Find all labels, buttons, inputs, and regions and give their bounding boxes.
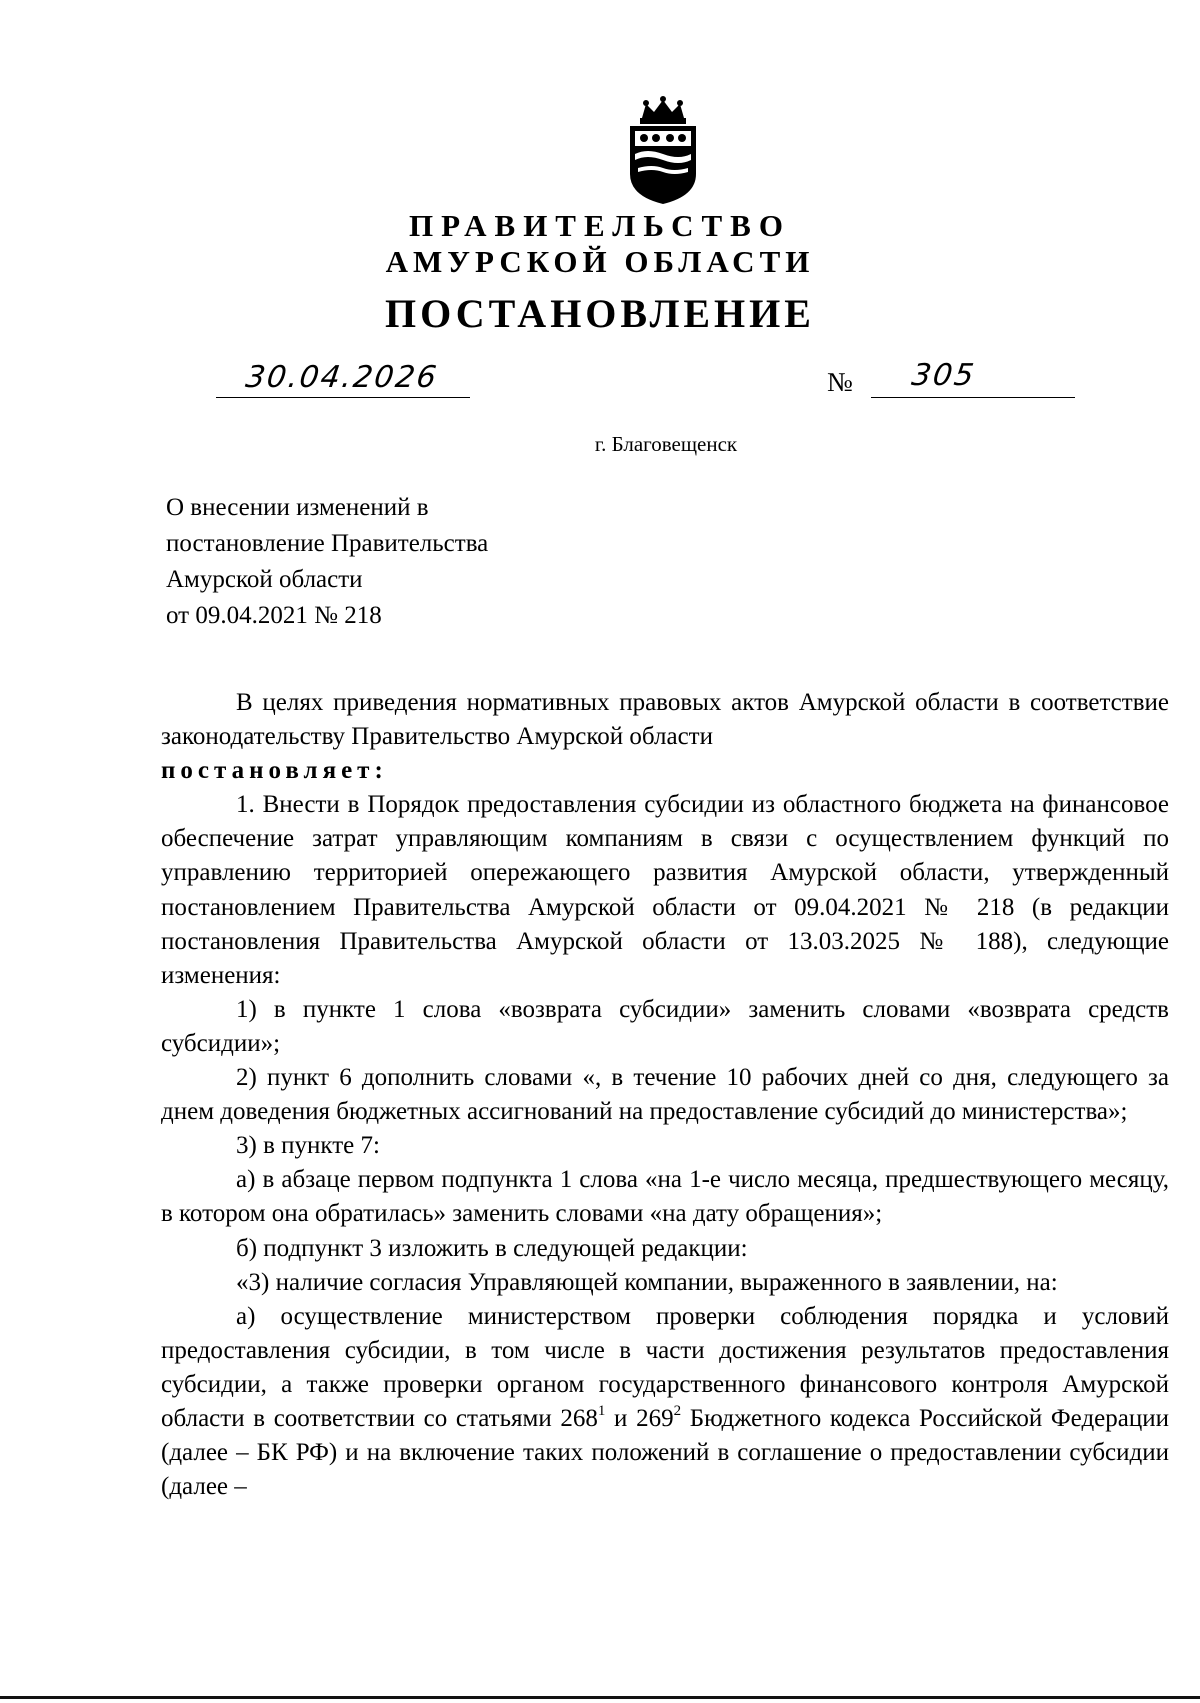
quote-3a-text: Бюджетного кодекса Российской Федерации (далее – БК РФ) и на включение таких положений в соглашение о предоставлении субсидии (далее – [161, 1404, 1169, 1501]
quote-3a-text: а) осуществление министерством проверки соблюдения порядка и условий предоставления субсидии, в том числе в части достижения результатов предоставления субсидии, а также проверки органом государственного финансового контроля Амурской области в соответствии со статьями 268 [161, 1302, 1169, 1432]
document-body [161, 686, 1169, 1504]
document-type-title: ПОСТАНОВЛЕНИЕ [385, 291, 815, 336]
document-number: 305 [909, 358, 978, 393]
subject-line: постановление Правительства [166, 530, 489, 557]
item-1-3b-paragraph: б) подпункт 3 изложить в следующей редакции: [236, 1234, 748, 1262]
article-superscript: 1 [597, 1402, 606, 1419]
quote-3a-text: и 269 [605, 1404, 674, 1432]
preamble-paragraph: В целях приведения нормативных правовых актов Амурской области в соответствие законодательству Правительство Амурской области [161, 689, 1169, 751]
date-underline [216, 397, 470, 398]
item-1-2-paragraph: 2) пункт 6 дополнить словами «, в течение 10 рабочих дней со дня, следующего за днем доведения бюджетных ассигнований на предоставление субсидий до министерства»; [161, 1064, 1169, 1126]
item-1-3a-paragraph: а) в абзаце первом подпункта 1 слова «на 1-е число месяца, предшествующего месяцу, в котором она обратилась» заменить словами «на дату обращения»; [161, 1166, 1169, 1228]
number-sign: № [827, 367, 853, 397]
article-superscript: 2 [673, 1402, 682, 1419]
subject-line: Амурской области [166, 566, 363, 593]
city-name: г. Благовещенск [594, 432, 738, 456]
document-subject [166, 490, 646, 634]
document-date: 30.04.2026 [243, 360, 441, 395]
number-underline [871, 397, 1075, 398]
item-1-1-paragraph: 1) в пункте 1 слова «возврата субсидии» заменить словами «возврата средств субсидии»; [161, 995, 1169, 1057]
item-1-paragraph: 1. Внести в Порядок предоставления субсидии из областного бюджета на финансовое обеспечение затрат управляющим компаниям в связи с осуществлением функций по управлению территорией опережающего развития Амурской области, утвержденный постановлением Правительства Амурской области от 09.04.2021 № 218 (в редакции постановления Правительства Амурской области от 13.03.2025 № 188), следующие изменения: [161, 791, 1169, 989]
subject-line: О внесении изменений в [166, 494, 429, 521]
coat-of-arms-icon [622, 96, 704, 206]
subject-line: от 09.04.2021 № 218 [166, 602, 382, 629]
resolves-label: постановляет: [161, 757, 388, 785]
item-1-3-paragraph: 3) в пункте 7: [236, 1132, 380, 1160]
quote-3a-paragraph [161, 1300, 1169, 1505]
region-title: АМУРСКОЙ ОБЛАСТИ [385, 244, 815, 279]
quote-3-paragraph: «3) наличие согласия Управляющей компании, выраженного в заявлении, на: [236, 1268, 1058, 1296]
scan-edge-line [0, 1696, 1200, 1699]
government-title: ПРАВИТЕЛЬСТВО [409, 208, 791, 243]
